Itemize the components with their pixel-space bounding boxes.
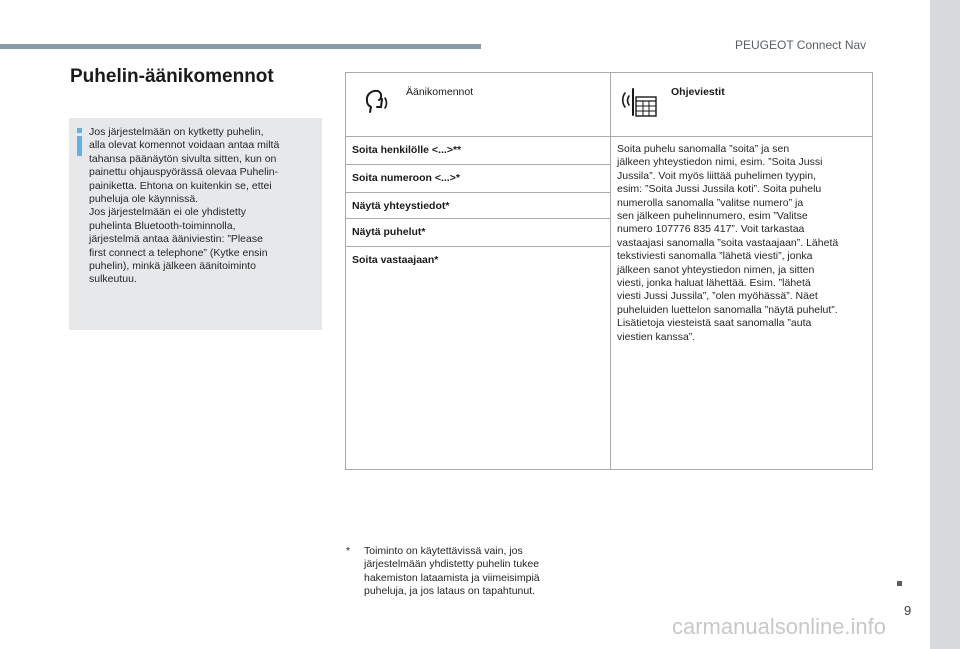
instructions-text: Soita puhelu sanomalla ”soita” ja sen jälkeen yhteystiedon nimi, esim. ”Soita Jussi Jussila”. Voit myös liittää puhelimen tyypin, esim: ”Soita Jussi Jussila koti”. Soita puhelu numerolla sanomalla ”valitse numero” ja sen jälkeen puhelinnumero, esim ”Valitse numero 107776 835 417”. Voit tarkastaa vastaajasi sanomalla ”soita vastaajaan”. Lähetä tekstiviesti sanomalla ”lähetä viesti”, jonka jälkeen sanot yhteystiedon nimen, ja sitten viesti, jonka haluat lähettää. Esim. ”lähetä viesti Jussi Jussila”, ”olen myöhässä”. Näet puheluiden luettelon sanomalla ”näytä puhelut”. Lisätietoja viesteistä saat sanomalla ”auta viestien kanssa”. (617, 143, 839, 343)
command-row (346, 165, 610, 193)
command-label: Soita numeroon <...>* (352, 172, 460, 184)
watermark: carmanualsonline.info (672, 614, 887, 639)
header-commands-cell (346, 73, 610, 136)
command-row (346, 247, 610, 275)
header-commands-label: Äänikomennot (406, 86, 474, 98)
footnote-mark: * (346, 545, 351, 557)
voice-message-icon (619, 85, 661, 119)
command-label: Soita vastaajaan* (352, 254, 439, 266)
command-label: Näytä puhelut* (352, 226, 426, 238)
page-title: Puhelin-äänikomennot (70, 66, 274, 87)
info-text: Jos järjestelmään on kytketty puhelin, alla olevat komennot voidaan antaa miltä tahansa päänäytön sivulta sitten, kun on painettu ohjauspyörässä olevaa Puhelin- painiketta. Ehtona on kuitenkin se, ettei puheluja ole käynnissä. Jos järjestelmään ei ole yhdistetty puhelinta Bluetooth-toiminnolla, järjestelmä antaa ääniviestin: ”Please first connect a telephone” (Kytke ensin puhelin), minkä jälkeen äänitoiminto sulkeutuu. (89, 126, 280, 286)
page-marker (897, 581, 902, 586)
footnote-text: Toiminto on käytettävissä vain, jos järjestelmään yhdistetty puhelin tukee hakemiston lataamista ja viimeisimpiä puheluja, ja jos lataus on tapahtunut. (364, 545, 540, 598)
header-rule (0, 44, 481, 49)
voice-command-table (345, 72, 873, 470)
page-number: 9 (904, 603, 912, 618)
header-instructions-cell (611, 73, 873, 136)
command-row (346, 137, 610, 165)
command-row (346, 219, 610, 247)
header-title: PEUGEOT Connect Nav (735, 38, 867, 52)
voice-command-icon (360, 85, 390, 115)
info-icon (77, 128, 83, 156)
info-box (69, 118, 322, 330)
side-strip (930, 0, 960, 649)
command-label: Näytä yhteystiedot* (352, 200, 450, 212)
command-label: Soita henkilölle <...>** (352, 144, 462, 156)
command-row (346, 193, 610, 219)
header-instructions-label: Ohjeviestit (671, 86, 725, 98)
